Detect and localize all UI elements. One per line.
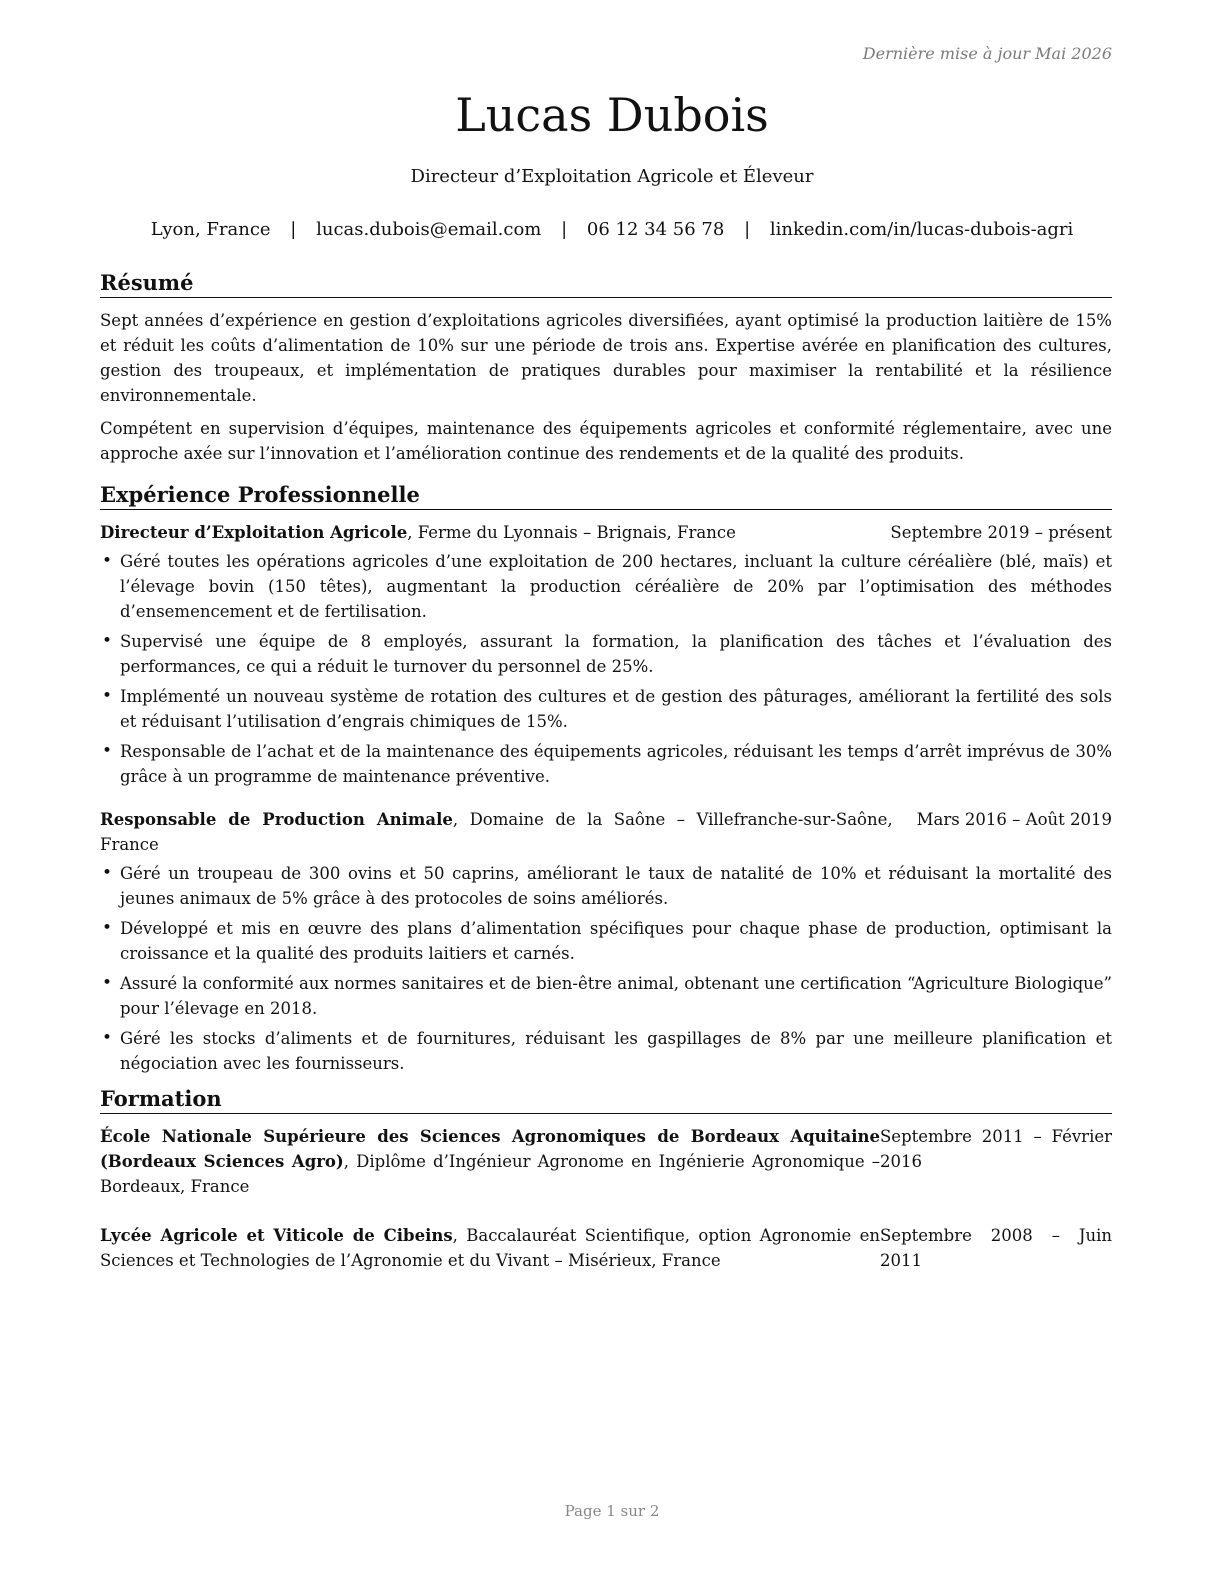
job-dates: Mars 2016 – Août 2019 <box>916 810 1112 829</box>
section-title-summary: Résumé <box>100 270 1112 298</box>
list-item: • Assuré la conformité aux normes sanitaires et de bien-être animal, obtenant une certification “Agriculture Biologique” pour l’élevage en 2018. <box>100 971 1112 1021</box>
list-item: • Supervisé une équipe de 8 employés, assurant la formation, la planification des tâches et l’évaluation des performances, ce qui a réduit le turnover du personnel de 25%. <box>100 629 1112 679</box>
education-section <box>100 1086 1112 1273</box>
job-bullets <box>100 549 1112 789</box>
list-item: • Géré les stocks d’aliments et de fournitures, réduisant les gaspillages de 8% par une meilleure planification et négociation avec les fournisseurs. <box>100 1026 1112 1076</box>
education-school: Lycée Agricole et Viticole de Cibeins <box>100 1226 453 1245</box>
contact-phone: 06 12 34 56 78 <box>586 219 725 240</box>
job-title-line <box>100 807 917 857</box>
education-dates: Septembre 2008 – Juin 2011 <box>880 1226 1112 1270</box>
resume-content <box>100 270 1112 1273</box>
job-org: , Domaine de la Saône – Villefranche-sur-Saône, France <box>100 810 893 854</box>
education-detail: , Diplôme d’Ingénieur Agronome en Ingénierie Agronomique – Bordeaux, France <box>100 1152 881 1196</box>
page-number: Page 1 sur 2 <box>564 1502 660 1520</box>
list-item: • Développé et mis en œuvre des plans d’alimentation spécifiques pour chaque phase de production, optimisant la croissance et la qualité des produits laitiers et carnés. <box>100 916 1112 966</box>
list-item: • Responsable de l’achat et de la maintenance des équipements agricoles, réduisant les temps d’arrêt imprévus de 30% grâce à un programme de maintenance préventive. <box>100 739 1112 789</box>
education-title-line <box>100 1223 880 1273</box>
job-role: Directeur d’Exploitation Agricole <box>100 523 408 542</box>
experience-section <box>100 482 1112 1076</box>
job-entry <box>100 520 1112 789</box>
summary-paragraph: Sept années d’expérience en gestion d’exploitations agricoles diversifiées, ayant optimisé la production laitière de 15% et réduit les coûts d’alimentation de 10% sur une période de trois ans. Expertise avérée en planification des cultures, gestion des troupeaux, et implémentation de pratiques durables pour maximiser la rentabilité et la résilience environnementale. <box>100 311 1112 405</box>
job-bullets <box>100 861 1112 1076</box>
list-item: • Géré un troupeau de 300 ovins et 50 caprins, améliorant le taux de natalité de 10% et réduisant la mortalité des jeunes animaux de 5% grâce à des protocoles de soins améliorés. <box>100 861 1112 911</box>
job-entry <box>100 807 1112 1076</box>
education-entry <box>100 1124 1112 1199</box>
job-role: Responsable de Production Animale <box>100 810 453 829</box>
education-dates: Septembre 2011 – Février 2016 <box>880 1127 1112 1171</box>
contact-separator: | <box>561 219 568 240</box>
summary-section <box>100 270 1112 466</box>
job-title-line <box>100 520 890 545</box>
last-updated: Dernière mise à jour Mai 2026 <box>862 44 1112 63</box>
education-school: École Nationale Supérieure des Sciences Agronomiques de Bordeaux Aquitaine (Bordeaux Sciences Agro) <box>100 1127 880 1171</box>
education-entry <box>100 1223 1112 1273</box>
summary-paragraph: Compétent en supervision d’équipes, maintenance des équipements agricoles et conformité réglementaire, avec une approche axée sur l’innovation et l’amélioration continue des rendements et de la qualité des produits. <box>100 419 1112 463</box>
section-title-education: Formation <box>100 1086 1112 1114</box>
section-title-experience: Expérience Professionnelle <box>100 482 1112 510</box>
list-item: • Implémenté un nouveau système de rotation des cultures et de gestion des pâturages, améliorant la fertilité des sols et réduisant l’utilisation d’engrais chimiques de 15%. <box>100 684 1112 734</box>
education-detail: , Baccalauréat Scientifique, option Agronomie en Sciences et Technologies de l’Agronomie et du Vivant – Misérieux, France <box>100 1226 880 1270</box>
contact-linkedin[interactable]: linkedin.com/in/lucas-dubois-agri <box>769 219 1074 240</box>
contact-location: Lyon, France <box>150 219 271 240</box>
contact-line <box>0 219 1224 240</box>
education-title-line <box>100 1124 880 1199</box>
contact-separator: | <box>744 219 751 240</box>
contact-email[interactable]: lucas.dubois@email.com <box>316 219 542 240</box>
candidate-tagline: Directeur d’Exploitation Agricole et Éleveur <box>410 166 814 187</box>
contact-separator: | <box>290 219 297 240</box>
candidate-name: Lucas Dubois <box>455 88 769 142</box>
list-item: • Géré toutes les opérations agricoles d’une exploitation de 200 hectares, incluant la culture céréalière (blé, maïs) et l’élevage bovin (150 têtes), augmentant la production céréalière de 20% par l’optimisation des méthodes d’ensemencement et de fertilisation. <box>100 549 1112 624</box>
job-dates: Septembre 2019 – présent <box>890 523 1112 542</box>
job-header <box>100 520 1112 545</box>
job-header <box>100 807 1112 857</box>
job-org: , Ferme du Lyonnais – Brignais, France <box>407 523 736 542</box>
